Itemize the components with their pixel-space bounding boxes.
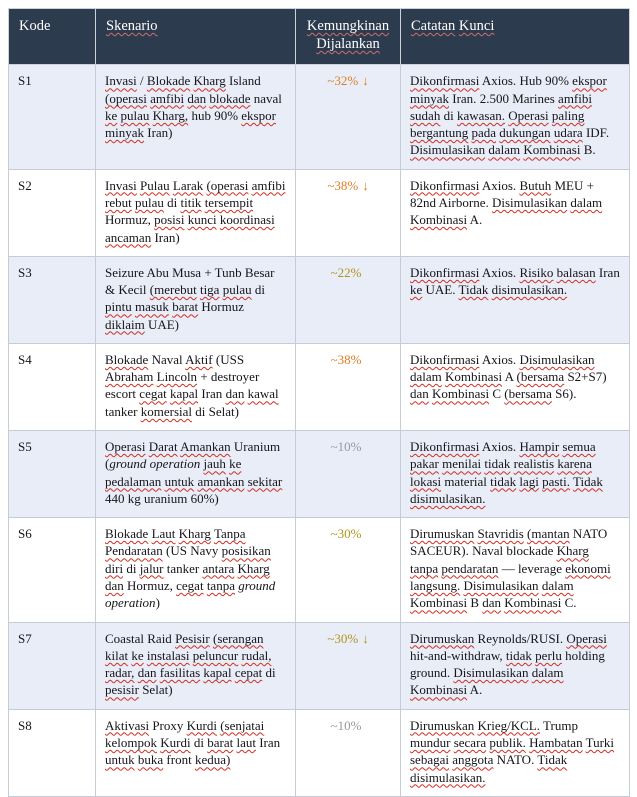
table-row bbox=[9, 65, 630, 169]
notes-text: Dikonfirmasi Axios. Hub 90% ekspor minyak Iran. 2.500 Marines amfibi sudah di kawasan. Operasi paling bergantung pada dukungan udara IDF. Disimulasikan dalam Kombinasi B. bbox=[410, 73, 610, 158]
probability-cell[interactable] bbox=[296, 622, 401, 709]
scenario-code: S1 bbox=[18, 73, 32, 89]
code-cell[interactable] bbox=[9, 431, 96, 518]
scenario-code: S5 bbox=[18, 439, 32, 455]
code-cell[interactable] bbox=[9, 65, 96, 169]
scenario-cell[interactable] bbox=[96, 169, 296, 256]
table-row bbox=[9, 709, 630, 796]
notes-text: Dikonfirmasi Axios. Butuh MEU + 82nd Airborne. Disimulasikan dalam Kombinasi A. bbox=[410, 177, 603, 228]
code-cell[interactable] bbox=[9, 709, 96, 796]
table-row bbox=[9, 256, 630, 343]
notes-cell[interactable] bbox=[401, 622, 630, 709]
scenario-cell[interactable] bbox=[96, 65, 296, 169]
table-row bbox=[9, 343, 630, 430]
table-row bbox=[9, 622, 630, 709]
scenario-code: S6 bbox=[18, 526, 32, 542]
header-probability: Kemungkinan Dijalankan bbox=[296, 9, 401, 65]
scenario-text: Blokade Naval Aktif (USS Abraham Lincoln + destroyer escort cegat kapal Iran dan kawal tanker komersial di Selat) bbox=[105, 351, 279, 419]
table-row bbox=[9, 169, 630, 256]
code-cell[interactable] bbox=[9, 256, 96, 343]
notes-cell[interactable] bbox=[401, 431, 630, 518]
header-row bbox=[9, 9, 630, 65]
notes-cell[interactable] bbox=[401, 65, 630, 169]
arrow-down-icon: ↓ bbox=[362, 630, 369, 646]
notes-text: Dikonfirmasi Axios. Disimulasikan dalam Kombinasi A (bersama S2+S7) dan Kombinasi C (bersama S6). bbox=[410, 351, 607, 402]
scenario-cell[interactable] bbox=[96, 518, 296, 622]
scenario-text: Invasi / Blokade Kharg Island (operasi amfibi dan blokade naval ke pulau Kharg, hub 90% ekspor minyak Iran) bbox=[105, 73, 282, 141]
arrow-down-icon: ↓ bbox=[362, 73, 369, 89]
notes-text: Dirumuskan Reynolds/RUSI. Operasi hit-and-withdraw, tidak perlu holding ground. Disimulasikan dalam Kombinasi A. bbox=[410, 630, 607, 698]
scenario-text: Aktivasi Proxy Kurdi (senjatai kelompok Kurdi di barat laut Iran untuk buka front kedua) bbox=[105, 717, 281, 768]
code-cell[interactable] bbox=[9, 622, 96, 709]
probability-cell[interactable] bbox=[296, 65, 401, 169]
code-cell[interactable] bbox=[9, 518, 96, 622]
notes-cell[interactable] bbox=[401, 169, 630, 256]
header-skenario: Skenario bbox=[96, 9, 296, 65]
probability-value: ~10% bbox=[330, 439, 362, 455]
scenario-cell[interactable] bbox=[96, 709, 296, 796]
scenario-table bbox=[8, 8, 630, 797]
notes-cell[interactable] bbox=[401, 709, 630, 796]
scenario-cell[interactable] bbox=[96, 431, 296, 518]
probability-value: ~30% bbox=[327, 630, 359, 646]
probability-value: ~32% bbox=[327, 73, 359, 89]
scenario-code: S2 bbox=[18, 177, 32, 193]
notes-cell[interactable] bbox=[401, 343, 630, 430]
code-cell[interactable] bbox=[9, 343, 96, 430]
notes-text: Dirumuskan Stavridis (mantan NATO SACEUR). Naval blockade Kharg tanpa pendaratan — leverage ekonomi langsung. Disimulasikan dalam Kombinasi B dan Kombinasi C. bbox=[410, 526, 611, 611]
table-row bbox=[9, 518, 630, 622]
probability-value: ~38% bbox=[327, 177, 359, 193]
scenario-code: S4 bbox=[18, 351, 32, 367]
scenario-text: Blokade Laut Kharg Tanpa Pendaratan (US Navy posisikan diri di jalur tanker antara Kharg dan Hormuz, cegat tanpa ground operation) bbox=[105, 526, 276, 611]
notes-text: Dikonfirmasi Axios. Hampir semua pakar menilai tidak realistis karena lokasi material tidak lagi pasti. Tidak disimulasikan. bbox=[410, 439, 603, 506]
scenario-cell[interactable] bbox=[96, 343, 296, 430]
notes-text: Dikonfirmasi Axios. Risiko balasan Iran ke UAE. Tidak disimulasikan. bbox=[410, 264, 620, 298]
code-cell[interactable] bbox=[9, 169, 96, 256]
notes-cell[interactable] bbox=[401, 518, 630, 622]
probability-cell[interactable] bbox=[296, 431, 401, 518]
probability-cell[interactable] bbox=[296, 343, 401, 430]
header-kode: Kode bbox=[9, 9, 96, 65]
probability-value: ~38% bbox=[330, 351, 362, 367]
probability-value: ~10% bbox=[330, 717, 362, 733]
scenario-code: S8 bbox=[18, 717, 32, 733]
probability-cell[interactable] bbox=[296, 169, 401, 256]
scenario-text: Seizure Abu Musa + Tunb Besar & Kecil (merebut tiga pulau di pintu masuk barat Hormuz diklaim UAE) bbox=[105, 264, 275, 332]
table-header bbox=[9, 9, 630, 65]
scenario-code: S3 bbox=[18, 264, 32, 280]
scenario-text: Operasi Darat Amankan Uranium (ground operation jauh ke pedalaman untuk amankan sekitar 440 kg uranium 60%) bbox=[105, 439, 283, 506]
table-row bbox=[9, 431, 630, 518]
probability-value: ~30% bbox=[330, 526, 362, 542]
notes-text: Dirumuskan Krieg/KCL. Trump mundur secara publik. Hambatan Turki sebagai anggota NATO. Tidak disimulasikan. bbox=[410, 717, 615, 785]
probability-cell[interactable] bbox=[296, 709, 401, 796]
arrow-down-icon: ↓ bbox=[362, 177, 369, 193]
header-notes: Catatan Kunci bbox=[401, 9, 630, 65]
table-body bbox=[9, 65, 630, 797]
probability-value: ~22% bbox=[330, 264, 362, 280]
scenario-cell[interactable] bbox=[96, 622, 296, 709]
scenario-text: Coastal Raid Pesisir (serangan kilat ke instalasi peluncur rudal, radar, dan fasilitas kapal cepat di pesisir Selat) bbox=[105, 630, 276, 698]
probability-cell[interactable] bbox=[296, 518, 401, 622]
probability-cell[interactable] bbox=[296, 256, 401, 343]
scenario-code: S7 bbox=[18, 630, 32, 646]
scenario-text: Invasi Pulau Larak (operasi amfibi rebut pulau di titik tersempit Hormuz, posisi kunci koordinasi ancaman Iran) bbox=[105, 177, 286, 245]
notes-cell[interactable] bbox=[401, 256, 630, 343]
scenario-cell[interactable] bbox=[96, 256, 296, 343]
